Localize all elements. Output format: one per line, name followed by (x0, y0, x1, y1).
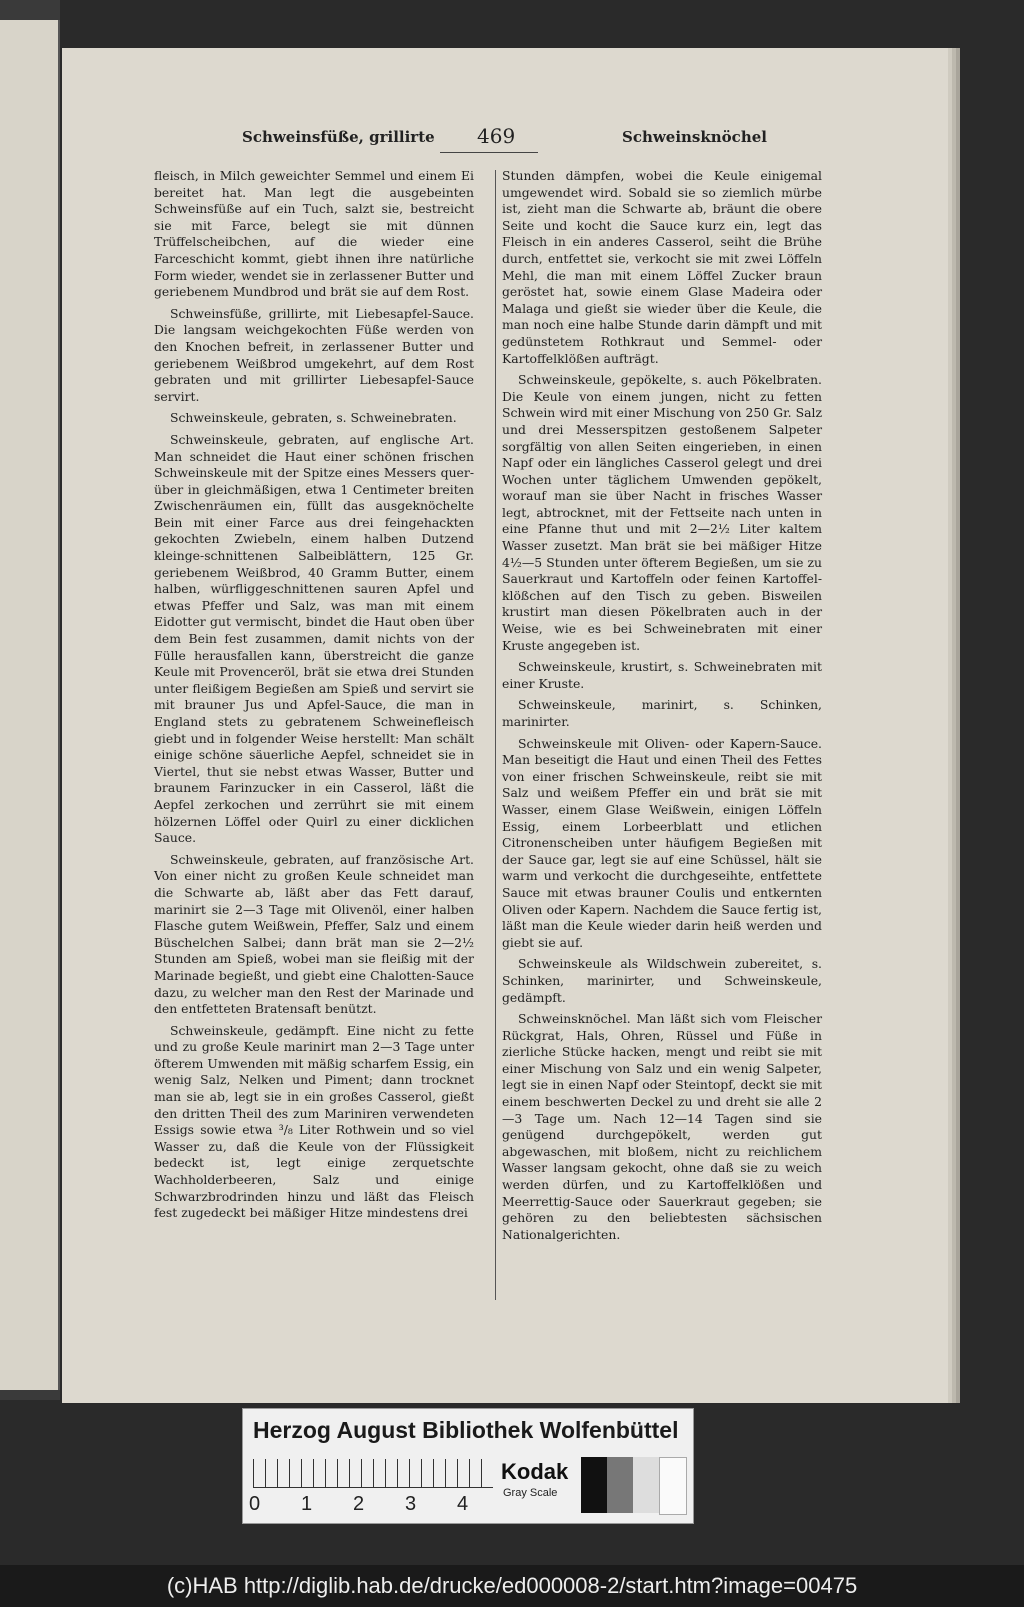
scale-ruler (253, 1459, 493, 1488)
ruler-number: 0 (249, 1493, 261, 1515)
paragraph: Schweinskeule, gepökelte, s. auch Pökelbraten. Die Keule von einem jungen, nicht zu fetten Schwein wird mit einer Mischung von 250 Gr. Salz und drei Messerspitzen gestoßenem Salpeter sorgfältig von allen Seiten eingerieben, in einen Napf oder ein längliches Casserol gelegt und drei Wochen unter täglichem Umwenden gepökelt, worauf man sie über Nacht in frisches Wasser legt, abtrocknet, mit der Fettseite nach unten in eine Pfanne thut und mit 2—2½ Liter kaltem Wasser zusetzt. Man brät sie bei mäßiger Hitze 4½—5 Stunden unter öfterem Begießen, um sie zu Sauerkraut und Kartoffeln oder feinen Kartoffel-klößchen auf den Tisch zu geben. Bisweilen krustirt man diesen Pökelbraten auch in der Weise, wie es bei Schweinebraten mit einer Kruste angegeben ist. (502, 372, 822, 653)
paragraph: Schweinskeule, gebraten, auf englische Art. Man schneidet die Haut einer schönen frischen Schweinskeule mit der Spitze eines Messers quer-über in gleichmäßigen, etwa 1 Centimeter breiten Zwischenräumen ein, füllt das ausgeknöchelte Bein mit einer Farce aus drei feingehackten gekochten Zwiebeln, einem halben Dutzend kleinge-schnittenen Salbeiblättern, 125 Gr. geriebenem Weißbrod, 40 Gramm Butter, einem halben, würfliggeschnittenen sauren Apfel und etwas Pfeffer und Salz, was man mit einem Eidotter gut vermischt, bindet die Haut oben über dem Bein fest zusammen, damit nichts von der Fülle herausfallen kann, überstreicht die ganze Keule mit Provenceröl, brät sie etwa drei Stunden unter fleißigem Begießen am Spieß und servirt sie mit brauner Jus und Apfel-Sauce, die man in England stets zu gebratenem Schweinefleisch giebt und in folgender Weise herstellt: Man schält einige schöne säuerliche Aepfel, schneidet sie in Viertel, thut sie nebst etwas Wasser, Butter und braunem Farinzucker in ein Casserol, läßt die Aepfel zerkochen und zerrührt sie mit einem hölzernen Löffel oder Quirl zu einer dicklichen Sauce. (154, 431, 474, 846)
copyright-caption: (c)HAB http://diglib.hab.de/drucke/ed000008-2/start.htm?image=00475 (0, 1565, 1024, 1607)
paragraph: Schweinskeule mit Oliven- oder Kapern-Sauce. Man beseitigt die Haut und einen Theil des Fettes von einer frischen Schweinskeule, reibt sie mit Salz und weißem Pfeffer ein und brät sie mit Wasser, einem Glase Weißwein, einigen Löffeln Essig, einem Lorbeerblatt und etlichen Citronenscheiben unter häufigem Begießen mit der Sauce gar, legt sie auf eine Schüssel, hält sie warm und verkocht die durchgeseihte, entfettete Sauce mit etwas brauner Coulis und entkernten Oliven oder Kapern. Nachdem die Sauce fertig ist, läßt man die Keule wieder darin heiß werden und giebt sie auf. (502, 735, 822, 950)
paragraph: Schweinskeule als Wildschwein zubereitet, s. Schinken, marinirter, und Schweinskeule, gedämpft. (502, 956, 822, 1005)
ruler-number: 1 (301, 1493, 313, 1515)
ruler-number: 2 (353, 1493, 365, 1515)
left-column (154, 168, 474, 1227)
paragraph: Schweinskeule, gebraten, auf französische Art. Von einer nicht zu großen Keule schneidet man die Schwarte ab, läßt aber das Fett darauf, marinirt sie 2—3 Tage mit Olivenöl, einer halben Flasche gutem Weißwein, Pfeffer, Salz und einem Büschelchen Salbei; dann brät man sie 2—2½ Stunden am Spieß, wobei man sie fleißig mit der Marinade begießt, und giebt eine Chalotten-Sauce dazu, zu welcher man den Rest der Marinade und den entfetteten Bratensaft benützt. (154, 851, 474, 1017)
paragraph: Schweinsknöchel. Man läßt sich vom Fleischer Rückgrat, Hals, Ohren, Rüssel und Füße in zierliche Stücke hacken, mengt und reibt sie mit einer Mischung von Salz und ein wenig Salpeter, legt sie in einen Napf oder Steintopf, deckt sie mit einem beschwerten Deckel zu und dreht sie alle 2—3 Tage um. Nach 12—14 Tagen sind sie genügend durchgepökelt, werden gut abgewaschen, mit bloßem, nicht zu reichlichem Wasser langsam gekocht, ohne daß sie zu weich werden dürfen, und zu Kartoffelklößen und Meerrettig-Sauce oder Sauerkraut gegeben; sie gehören zu den beliebtesten sächsischen Nationalgerichten. (502, 1011, 822, 1242)
gray-swatch-mid (607, 1457, 633, 1513)
header-rule (440, 152, 538, 153)
ruler-numbers (249, 1493, 509, 1516)
library-name: Herzog August Bibliothek Wolfenbüttel (253, 1417, 679, 1443)
right-column (502, 168, 822, 1248)
ruler-number: 3 (405, 1493, 417, 1515)
gray-swatch-black (581, 1457, 607, 1513)
book-page (62, 48, 948, 1403)
running-head-left: Schweinsfüße, grillirte (242, 128, 435, 146)
paragraph: Schweinskeule, gebraten, s. Schweinebraten. (170, 410, 457, 426)
running-head-right: Schweinsknöchel (622, 128, 767, 146)
facing-page-edge (0, 20, 60, 1390)
page-number: 469 (477, 124, 516, 148)
paragraph: Stunden dämpfen, wobei die Keule einigemal umgewendet wird. Sobald sie so ziemlich mürbe ist, zieht man die Schwarte ab, bräunt die obere Seite und kocht die Sauce kurz ein, legt das Fleisch in ein anderes Casserol, seiht die Brühe durch, entfettet sie, verkocht sie mit zwei Löffeln Mehl, die man mit einem Löffel Zucker braun geröstet hat, sowie einem Glase Madeira oder Malaga und gießt sie wieder über die Keule, die man noch eine halbe Stunde darin dämpft und mit gedünstetem Rothkraut und Semmel- oder Kartoffelklößen aufträgt. (502, 168, 822, 366)
gray-swatch-white (659, 1457, 687, 1515)
paragraph: Schweinsfüße, grillirte, mit Liebesapfel-Sauce. Die langsam weichgekochten Füße werden von den Knochen befreit, in zerlassener Butter und geriebenem Weißbrod umgekehrt, auf dem Rost gebraten und mit grillirter Liebesapfel-Sauce servirt. (154, 305, 474, 404)
paragraph: Schweinskeule, krustirt, s. Schweinebraten mit einer Kruste. (502, 659, 822, 691)
paragraph: Schweinskeule, gedämpft. Eine nicht zu fette und zu große Keule marinirt man 2—3 Tage unter öfterem Umwenden mit mäßig scharfem Essig, ein wenig Salz, Nelken und Piment; dann trocknet man sie ab, legt sie in ein großes Casserol, gießt den dritten Theil des zum Mariniren verwendeten Essigs sowie etwa ³/₈ Liter Rothwein und so viel Wasser zu, daß die Keule von der Flüssigkeit bedeckt ist, legt einige zerquetschte Wachholderbeeren, Salz und einige Schwarzbrodrinden hinzu und läßt das Fleisch fest zugedeckt bei mäßiger Hitze mindestens drei (154, 1022, 474, 1221)
ruler-number: 4 (457, 1493, 469, 1515)
kodak-logo: Kodak (501, 1459, 569, 1484)
column-divider (495, 170, 496, 1300)
gray-scale-label: Gray Scale (503, 1487, 558, 1499)
paragraph: fleisch, in Milch geweichter Semmel und einem Ei bereitet hat. Man legt die ausgebeinten Schweinsfüße auf ein Tuch, salzt sie, bestreicht sie mit Farce, belegt sie mit dünnen Trüffelscheibchen, auf die wieder eine Farceschicht kommt, giebt ihnen ihre natürliche Form wieder, wendet sie in zerlassener Butter und geriebenem Mundbrod und brät sie auf dem Rost. (154, 168, 474, 300)
paragraph: Schweinskeule, marinirt, s. Schinken, marinirter. (502, 697, 822, 729)
library-color-target (242, 1408, 694, 1524)
gray-swatch-light (633, 1457, 659, 1513)
